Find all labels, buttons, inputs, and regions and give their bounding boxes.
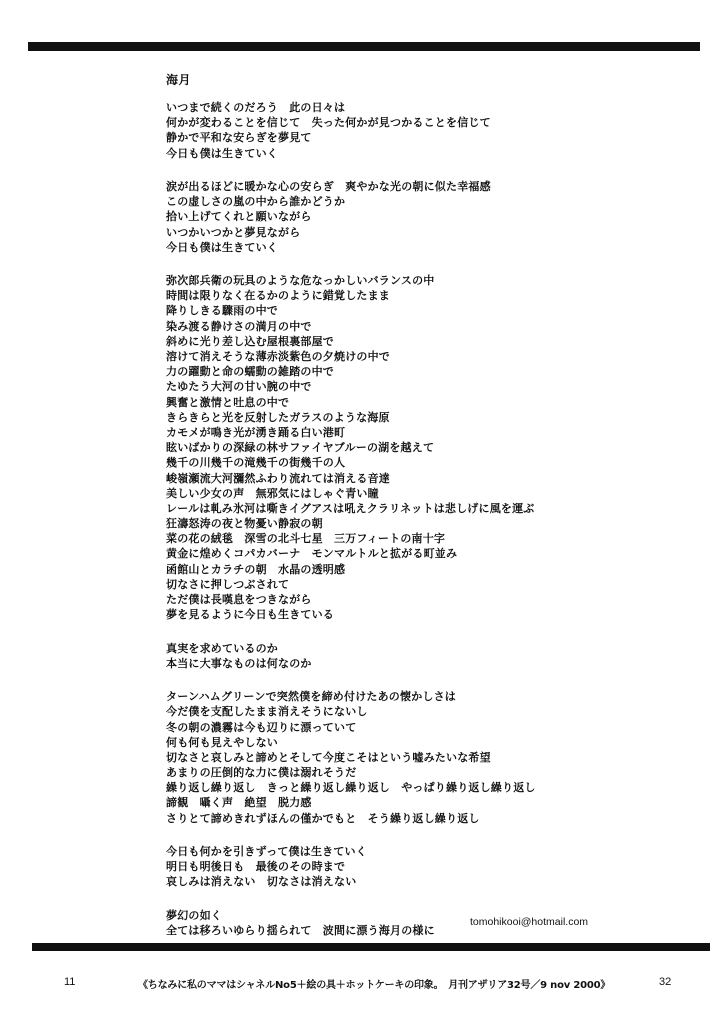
page-title: 海月 xyxy=(166,73,192,87)
poem-line: 今日も僕は生きていく xyxy=(166,240,278,254)
author-email: tomohikooi@hotmail.com xyxy=(470,916,589,928)
poem-line: 真実を求めているのか xyxy=(166,641,278,655)
stanza xyxy=(166,641,666,671)
poem-line: 斜めに光り差し込む屋根裏部屋で xyxy=(166,334,334,348)
poem-line: 降りしきる驟雨の中で xyxy=(166,304,278,318)
poem-line: レールは軋み氷河は嘶きイグアスは吼えクラリネットは悲しげに風を運ぶ xyxy=(166,501,535,515)
poem-line: いつまで続くのだろう 此の日々は xyxy=(166,101,346,114)
poem-line: 全ては移ろいゆらり揺られて 波間に漂う海月の様に xyxy=(166,923,435,937)
poem-line: 拾い上げてくれと願いながら xyxy=(166,210,312,224)
top-rule xyxy=(28,42,700,51)
poem-line: 美しい少女の声 無邪気にはしゃぐ青い瞳 xyxy=(166,486,379,500)
poem-line: 明日も明後日も 最後のその時まで xyxy=(166,860,346,874)
poem-line: 黄金に煌めくコパカバーナ モンマルトルと拡がる町並み xyxy=(166,547,458,561)
poem-line: たゆたう大河の甘い腕の中で xyxy=(166,380,312,394)
poem-line: いつかいつかと夢見ながら xyxy=(166,225,301,239)
stanza xyxy=(166,908,666,938)
poem-line: 夢幻の如く xyxy=(166,908,222,922)
poem-line: ただ僕は長嘆息をつきながら xyxy=(166,593,312,606)
poem-line: 哀しみは消えない 切なさは消えない xyxy=(166,875,357,889)
stanza xyxy=(166,179,666,255)
poem-line: 諦観 囁く声 絶望 脱力感 xyxy=(166,796,312,810)
poem-line: 切なさに押しつぶされて xyxy=(166,577,290,591)
page-number-right: 32 xyxy=(659,976,672,988)
poem-line: 涙が出るほどに暖かな心の安らぎ 爽やかな光の朝に似た幸福感 xyxy=(166,179,491,193)
poem-line: 函館山とカラチの朝 水晶の透明感 xyxy=(166,562,346,576)
poem-line: 弥次郎兵衛の玩具のような危なっかしいバランスの中 xyxy=(166,274,435,288)
footer-title: 《ちなみに私のママはシャネルNo5＋絵の具＋ホットケーキの印象。 月刊アザリア32号／9 nov 2000》 xyxy=(138,980,611,991)
poem-line: あまりの圧倒的な力に僕は溺れそうだ xyxy=(166,766,357,780)
poem-line: 本当に大事なものは何なのか xyxy=(166,656,312,670)
poem-line: 狂濤怒涛の夜と物憂い静寂の朝 xyxy=(166,517,323,531)
poem-line: 菜の花の絨毯 深雪の北斗七星 三万フィートの南十字 xyxy=(166,532,446,546)
poem-line: 力の躍動と命の蠕動の雑踏の中で xyxy=(166,365,334,379)
bottom-rule xyxy=(32,943,710,951)
poem-line: ターンハムグリーンで突然僕を締め付けたあの懐かしさは xyxy=(166,690,456,704)
poem-line: 今日も何かを引きずって僕は生きていく xyxy=(166,845,367,858)
poem-line: 静かで平和な安らぎを夢見て xyxy=(166,131,312,145)
poem-line: 繰り返し繰り返し きっと繰り返し繰り返し やっぱり繰り返し繰り返し xyxy=(166,781,536,795)
stanza xyxy=(166,689,666,826)
poem-line: この虚しさの嵐の中から誰かどうか xyxy=(166,195,346,209)
poem-line: 冬の朝の濃霧は今も辺りに漂っていて xyxy=(166,720,357,734)
poem-line: カモメが鳴き光が湧き踊る白い港町 xyxy=(166,425,346,439)
poem-line: 夢を見るように今日も生きている xyxy=(166,608,334,622)
poem-line: さりとて諦めきれずほんの僅かでもと そう繰り返し繰り返し xyxy=(166,811,480,825)
poem-body xyxy=(166,100,666,956)
poem-line: 何も何も見えやしない xyxy=(166,735,278,749)
poem-line: 幾千の川幾千の滝幾千の街幾千の人 xyxy=(166,456,346,470)
poem-line: 眩いばかりの深緑の林サファイヤブルーの湖を越えて xyxy=(166,441,435,455)
stanza xyxy=(166,844,666,890)
poem-line: 興奮と激情と吐息の中で xyxy=(166,395,290,409)
poem-line: 今だ僕を支配したまま消えそうにないし xyxy=(166,705,368,719)
poem-line: 染み渡る静けさの満月の中で xyxy=(166,319,312,333)
page-number-left: 11 xyxy=(64,976,76,988)
poem-line: きらきらと光を反射したガラスのような海原 xyxy=(166,410,390,424)
stanza xyxy=(166,100,666,161)
poem-line: 峻嶺瀬流大河瀰然ふわり流れては消える音達 xyxy=(166,471,390,485)
stanza xyxy=(166,273,666,622)
poem-line: 時間は限りなく在るかのように錯覚したまま xyxy=(166,289,390,303)
poem-line: 何かが変わることを信じて 失った何かが見つかることを信じて xyxy=(166,116,491,130)
poem-line: 溶けて消えそうな薄赤淡紫色の夕焼けの中で xyxy=(166,350,390,363)
poem-line: 切なさと哀しみと諦めとそして今度こそはという嘘みたいな希望 xyxy=(166,750,491,764)
poem-line: 今日も僕は生きていく xyxy=(166,146,278,160)
